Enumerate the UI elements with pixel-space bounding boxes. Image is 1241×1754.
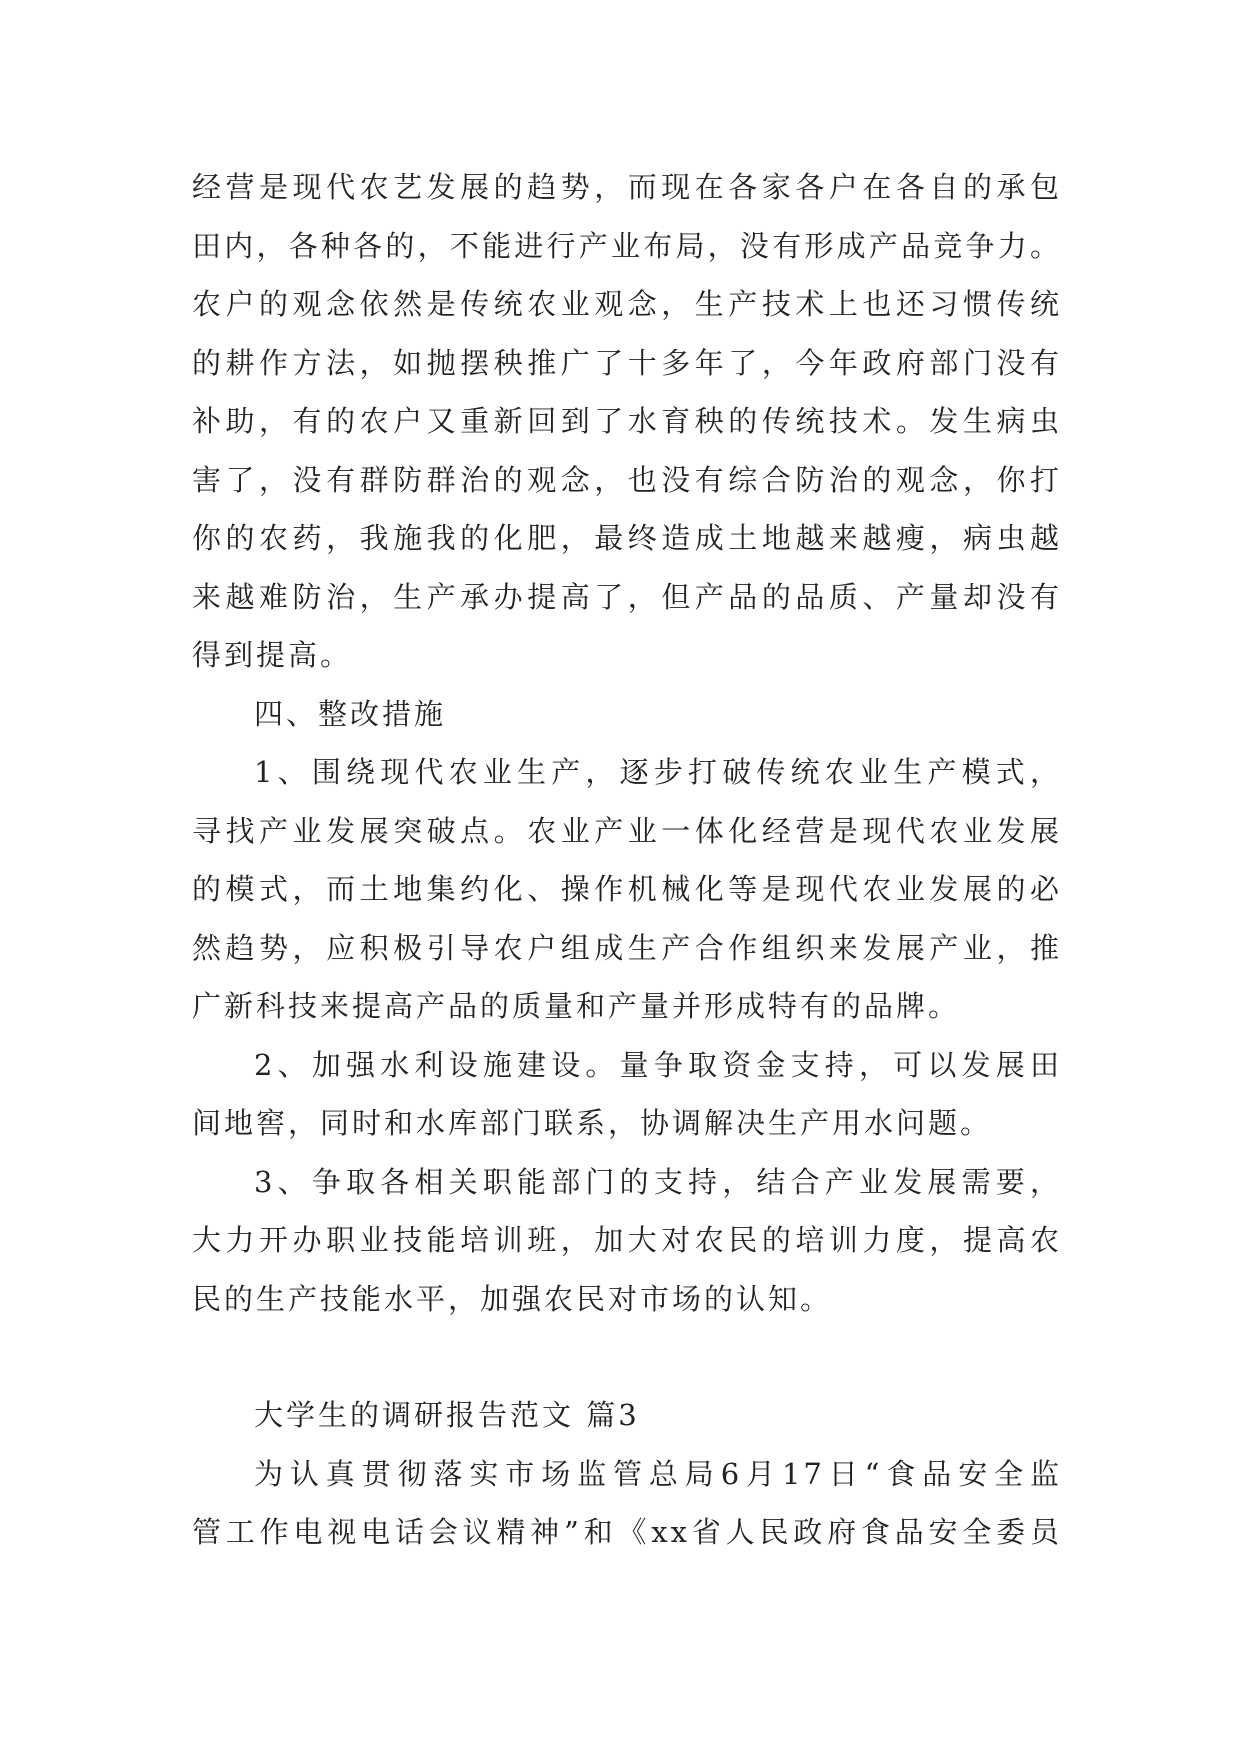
text-line: 2、加强水利设施建设。量争取资金支持，可以发展田	[254, 1047, 1062, 1082]
text-line: 大力开办职业技能培训班，加大对农民的培训力度，提高农	[192, 1223, 1062, 1257]
text-line: 民的生产技能水平，加强农民对市场的认知。	[192, 1281, 833, 1316]
text-line: 田内，各种各的，不能进行产业布局，没有形成产品竞争力。	[192, 228, 1062, 263]
document-body	[192, 158, 1062, 1562]
text-line: 广新科技来提高产品的质量和产量并形成特有的品牌。	[192, 989, 961, 1023]
text-line: 补助，有的农户又重新回到了水育秧的传统技术。发生病虫	[192, 404, 1062, 438]
text-line: 寻找产业发展突破点。农业产业一体化经营是现代农业发展	[192, 813, 1062, 848]
spacer	[192, 1328, 1062, 1386]
article-title: 大学生的调研报告范文 篇3	[254, 1398, 640, 1432]
text-line: 害了，没有群防群治的观念，也没有综合防治的观念，你打	[192, 462, 1062, 497]
text-line: 农户的观念依然是传统农业观念，生产技术上也还习惯传统	[192, 287, 1062, 321]
text-line: 为认真贯彻落实市场监管总局6月17日“食品安全监	[254, 1456, 1062, 1491]
text-line: 来越难防治，生产承办提高了，但产品的品质、产量却没有	[192, 579, 1062, 614]
text-line: 3、争取各相关职能部门的支持，结合产业发展需要，	[254, 1164, 1062, 1199]
text-line: 然趋势，应积极引导农户组成生产合作组织来发展产业，推	[192, 930, 1062, 965]
text-line: 间地窖，同时和水库部门联系，协调解决生产用水问题。	[192, 1106, 993, 1140]
text-line: 的耕作方法，如抛摆秧推广了十多年了，今年政府部门没有	[192, 345, 1062, 380]
section-heading: 四、整改措施	[254, 696, 447, 731]
text-line: 管工作电视电话会议精神”和《xx省人民政府食品安全委员	[192, 1515, 1062, 1549]
text-line: 得到提高。	[192, 638, 353, 672]
text-line: 你的农药，我施我的化肥，最终造成土地越来越瘦，病虫越	[192, 521, 1062, 555]
text-line: 1、围绕现代农业生产，逐步打破传统农业生产模式，	[254, 755, 1062, 789]
text-line: 的模式，而土地集约化、操作机械化等是现代农业发展的必	[192, 872, 1062, 906]
text-line: 经营是现代农艺发展的趋势，而现在各家各户在各自的承包	[192, 170, 1062, 204]
